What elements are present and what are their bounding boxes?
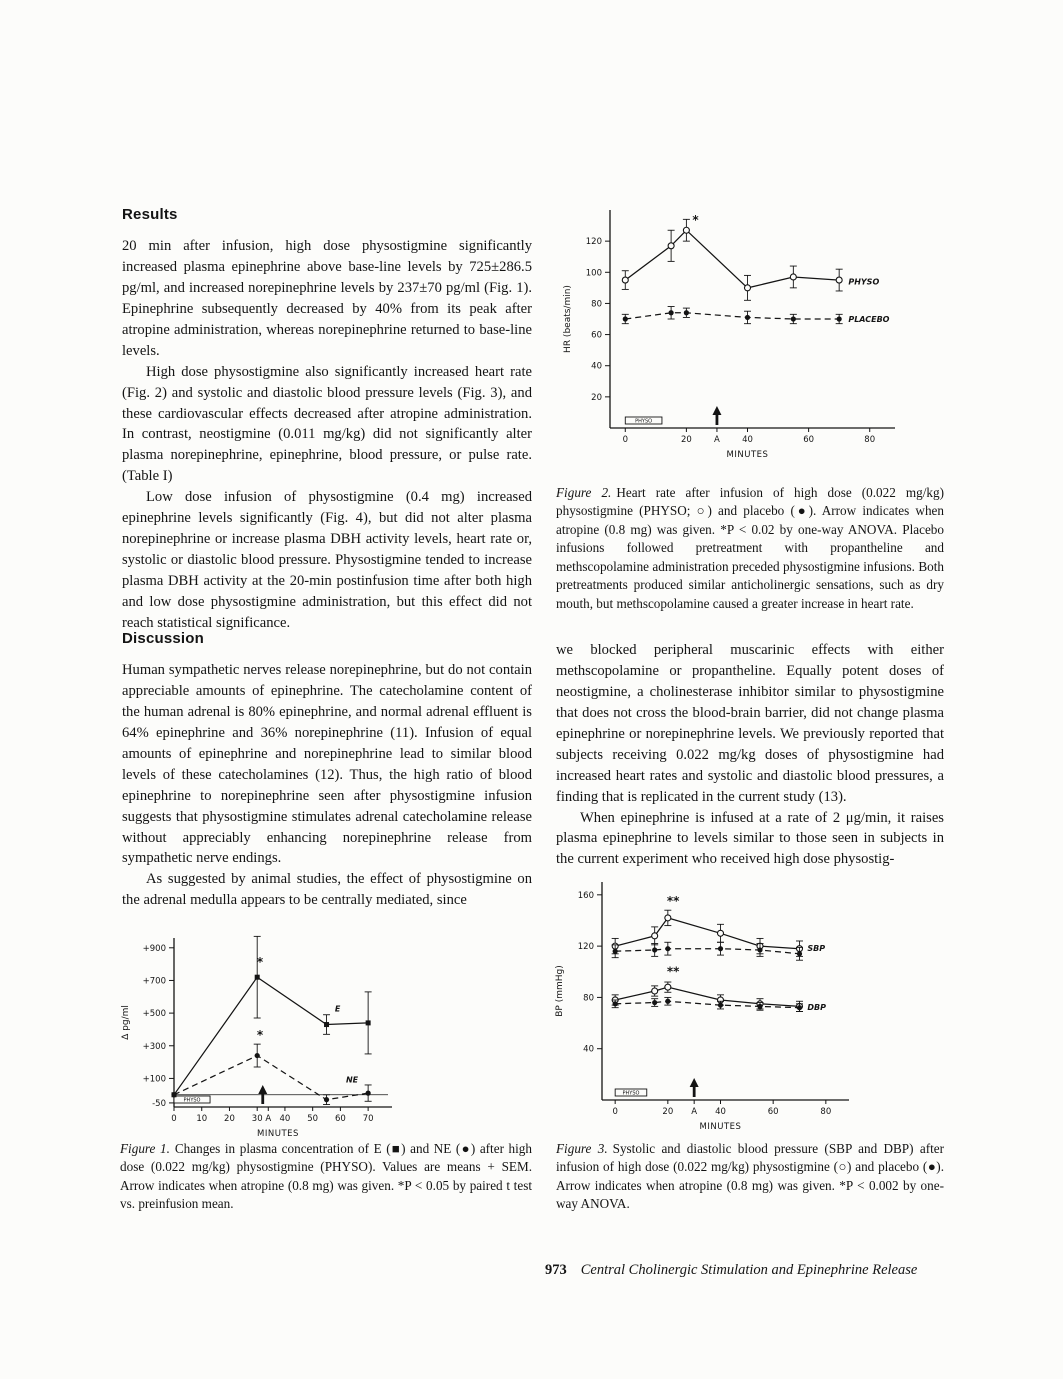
- figure-1-caption-text: Changes in plasma concentration of E (■) and NE (●) after high dose (0.022 mg/kg) physostigmine (PHYSO). Values are means + SEM. Arrow indicates when atropine (0.8 mg) was given. *P < 0.05 by paired t test vs. preinfusion mean.: [120, 1141, 532, 1212]
- svg-text:40: 40: [591, 361, 602, 372]
- figure-2-caption-text: Heart rate after infusion of high dose (0.022 mg/kg) physostigmine (PHYSO; ○) and placebo (●). Arrow indicates when atropine (0.8 mg) was given. *P < 0.02 by one-way ANOVA. Placebo infusions followed pretreatment with propantheline and methscopolamine administration preceded physostigmine infusions. Both pretreatments produced similar anticholinergic sensations, such as dry mouth, but methscopolamine caused a greater increase in heart rate.: [556, 485, 944, 611]
- svg-text:MINUTES: MINUTES: [257, 1129, 299, 1139]
- figure-1-chart: [116, 922, 416, 1152]
- svg-text:A: A: [691, 1107, 698, 1117]
- figure-3-caption-text: Systolic and diastolic blood pressure (SBP and DBP) after infusion of high dose (0.022 mg/kg) physostigmine (○) and placebo (●). Arrow indicates when atropine (0.8 mg) was given. *P < 0.002 by one-way ANOVA.: [556, 1141, 945, 1212]
- results-heading: Results: [122, 206, 178, 223]
- svg-text:40: 40: [715, 1107, 726, 1117]
- svg-text:PHYSO: PHYSO: [622, 1090, 640, 1097]
- svg-text:50: 50: [307, 1114, 319, 1124]
- svg-text:HR (beats/min): HR (beats/min): [563, 285, 573, 353]
- discussion-continued-column: [556, 640, 944, 870]
- svg-text:20: 20: [224, 1114, 235, 1124]
- svg-text:20: 20: [662, 1107, 674, 1117]
- svg-text:80: 80: [820, 1107, 832, 1117]
- svg-text:40: 40: [279, 1114, 291, 1124]
- figure-3-caption-label: Figure 3.: [556, 1141, 608, 1156]
- fig3-svg: [550, 866, 885, 1142]
- svg-text:0: 0: [612, 1107, 618, 1117]
- discussion-paragraph-1: Human sympathetic nerves release norepinephrine, but do not contain appreciable amounts of epinephrine. The catecholamine content of the human adrenal is 80% epinephrine, and normal adrenal effluent is 64% epinephrine and 36% norepinephrine (11). Infusion of equal amounts of epinephrine and norepinephrine lead to similar blood levels of these catecholamines (12). Thus, the high ratio of blood epinephrine to norepinephrine seen after physostigmine infusion suggests that physostigmine stimulates adrenal catecholamine release without appreciably enhancing norepinephrine release from sympathetic nerve endings.: [122, 662, 532, 867]
- svg-text:MINUTES: MINUTES: [699, 1122, 742, 1132]
- svg-text:80: 80: [583, 993, 594, 1004]
- results-paragraph-1: 20 min after infusion, high dose physostigmine significantly increased plasma epinephrine above base-line levels by 725±286.5 pg/ml, and increased norepinephrine levels by 237±70 pg/ml (Fig. 1). Epinephrine subsequently decreased by 40% from its peak after atropine administration, whereas norepinephrine returned to base-line levels.: [122, 238, 532, 359]
- svg-text:40: 40: [742, 435, 753, 445]
- svg-text:60: 60: [591, 330, 602, 341]
- figure-1-caption-label: Figure 1.: [120, 1141, 170, 1156]
- svg-text:A: A: [714, 435, 720, 445]
- page-number: 973: [545, 1262, 567, 1278]
- svg-text:Δ pg/ml: Δ pg/ml: [121, 1005, 131, 1040]
- svg-text:0: 0: [622, 435, 628, 445]
- svg-text:20: 20: [680, 435, 692, 445]
- fig1-svg: [116, 922, 416, 1147]
- figure-3-caption: [556, 1140, 944, 1214]
- figure-2-caption-label: Figure 2.: [556, 485, 612, 500]
- svg-text:100: 100: [585, 268, 602, 279]
- discussion-paragraph-3: we blocked peripheral muscarinic effects with either methscopolamine or propantheline. Equally potent doses of neostigmine, a cholinesterase inhibitor similar to physostigmine that does not cross the blood-brain barrier, did not change plasma epinephrine or norepinephrine levels. We previously reported that subjects receiving 0.022 mg/kg doses of physostigmine had increased heart rates and systolic and diastolic blood pressures, a finding that is replicated in the current study (13).: [556, 642, 944, 805]
- figure-2-chart: [558, 194, 943, 475]
- svg-text:*: *: [692, 213, 699, 228]
- results-section: [122, 206, 532, 634]
- svg-text:BP (mmHg): BP (mmHg): [555, 965, 565, 1017]
- figure-3-chart: [550, 866, 885, 1147]
- svg-text:*: *: [256, 954, 264, 969]
- svg-text:0: 0: [171, 1114, 177, 1124]
- svg-text:PLACEBO: PLACEBO: [848, 315, 890, 325]
- svg-text:40: 40: [583, 1044, 594, 1055]
- svg-text:120: 120: [577, 942, 594, 953]
- svg-text:60: 60: [767, 1107, 779, 1117]
- svg-text:30: 30: [251, 1114, 263, 1124]
- svg-text:**: **: [666, 964, 680, 979]
- svg-text:+300: +300: [142, 1041, 166, 1052]
- figure-2-caption: [556, 484, 944, 613]
- discussion-paragraph-2: As suggested by animal studies, the effect of physostigmine on the adrenal medulla appears to be centrally mediated, since: [122, 871, 532, 909]
- svg-text:80: 80: [864, 435, 876, 445]
- svg-text:PHYSO: PHYSO: [183, 1097, 201, 1104]
- svg-text:20: 20: [591, 392, 602, 403]
- running-title: Central Cholinergic Stimulation and Epinephrine Release: [580, 1262, 918, 1278]
- svg-text:PHYSO: PHYSO: [848, 277, 880, 287]
- svg-text:+900: +900: [142, 943, 166, 954]
- svg-text:80: 80: [591, 299, 602, 310]
- svg-text:DBP: DBP: [807, 1003, 827, 1013]
- svg-text:MINUTES: MINUTES: [726, 450, 769, 460]
- discussion-heading: Discussion: [122, 630, 205, 647]
- results-paragraph-3: Low dose infusion of physostigmine (0.4 mg) increased epinephrine levels significantly (Fig. 4), but did not alter plasma norepinephrine or increase plasma DBH activity levels, heart rate or, systolic or diastolic blood pressure. Physostigmine tended to increase plasma DBH activity at the 20-min postinfusion time after both high and low dose physostigmine administration, but this effect did not reach statistical significance.: [122, 489, 532, 631]
- svg-text:+100: +100: [142, 1074, 166, 1085]
- svg-text:160: 160: [577, 890, 594, 901]
- fig2-svg: [558, 194, 943, 470]
- svg-text:70: 70: [362, 1114, 374, 1124]
- svg-text:+500: +500: [142, 1009, 166, 1020]
- svg-text:60: 60: [334, 1114, 346, 1124]
- svg-text:60: 60: [803, 435, 815, 445]
- svg-text:+700: +700: [142, 976, 166, 987]
- page-footer: [545, 1262, 917, 1279]
- results-paragraph-2: High dose physostigmine also significantly increased heart rate (Fig. 2) and systolic and diastolic blood pressure levels (Fig. 3), and these cardiovascular effects decreased after atropine administration. In contrast, neostigmine (0.011 mg/kg) did not significantly alter plasma norepinephrine, epinephrine, blood pressure, or pulse rate. (Table I): [122, 363, 532, 485]
- figure-1-caption: [120, 1140, 532, 1214]
- discussion-paragraph-4: When epinephrine is infused at a rate of 2 μg/min, it raises plasma epinephrine to levels similar to those seen in subjects in the current experiment who received high dose physostig-: [556, 809, 944, 868]
- discussion-section: [122, 630, 532, 911]
- svg-text:120: 120: [585, 237, 602, 248]
- svg-text:A: A: [265, 1114, 272, 1124]
- svg-text:-50: -50: [152, 1098, 166, 1109]
- svg-text:*: *: [256, 1028, 264, 1043]
- svg-text:**: **: [666, 894, 680, 909]
- svg-text:E: E: [334, 1004, 341, 1014]
- svg-text:10: 10: [196, 1114, 208, 1124]
- svg-text:PHYSO: PHYSO: [635, 418, 653, 425]
- svg-text:NE: NE: [345, 1075, 359, 1085]
- svg-text:SBP: SBP: [807, 944, 826, 954]
